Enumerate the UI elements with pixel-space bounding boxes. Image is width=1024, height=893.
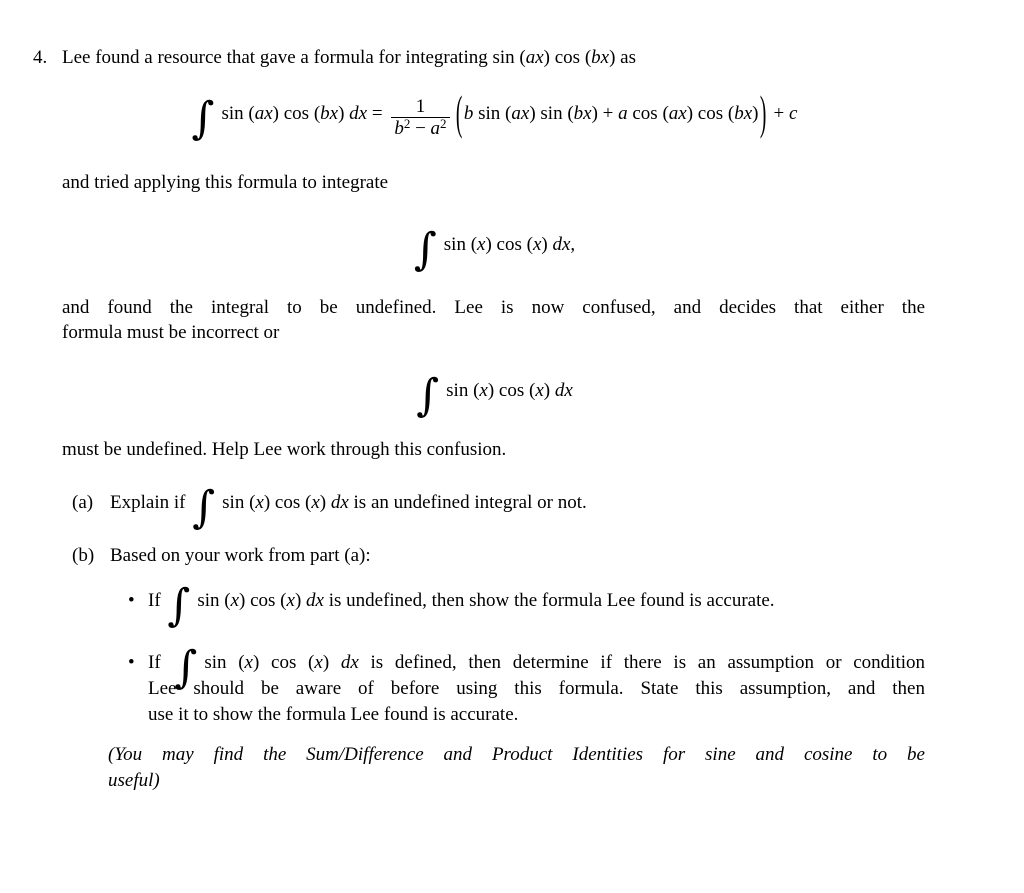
math-text: sin ( (221, 103, 255, 124)
fraction-denominator (391, 117, 449, 139)
math-variable: b (394, 118, 404, 139)
bullet-undefined-case (128, 580, 925, 631)
math-text: sin ( (473, 103, 512, 124)
math-variable: dx (552, 234, 571, 255)
display-formula-product-rule: ∫ sin (ax) cos (bx) dx = $\frac{1}{b^2 - a^2}$ ( b sin (ax) sin (bx) + a cos (ax) cos (bx) ) + c (191, 88, 798, 144)
math-text: ) (543, 380, 555, 401)
math-variable: dx (306, 590, 324, 611)
math-variable: dx (330, 492, 349, 513)
math-text: sin ( (197, 590, 231, 611)
math-text: sin ( (222, 492, 256, 513)
part-a-item (72, 482, 925, 533)
math-text: = (367, 103, 388, 124)
paragraph-undefined-line2: formula must be incorrect or (62, 322, 280, 343)
math-variable: b (463, 103, 474, 124)
math-text: ) cos ( (272, 103, 321, 124)
math-text: cos ( (627, 103, 669, 124)
math-variable: ax (254, 103, 273, 124)
math-variable: ax (511, 103, 530, 124)
superscript: 2 (403, 116, 411, 131)
problem-body (62, 45, 925, 794)
math-text: ) cos ( (263, 492, 312, 513)
problem-number: 4. (33, 47, 48, 68)
math-text: 1 (415, 96, 426, 117)
math-text: ) cos ( (487, 380, 536, 401)
bullet-defined-case (128, 642, 926, 728)
tried-line: and tried applying this formula to integrate (62, 172, 389, 193)
math-text: ) sin ( (529, 103, 574, 124)
hint-note-line2: useful) (108, 770, 160, 791)
display-formula-sincos-comma: ∫ sin (x) cos (x) dx, (413, 224, 576, 275)
math-variable: ax (668, 103, 687, 124)
math-variable: bx (320, 103, 339, 124)
problem-4 (33, 45, 925, 794)
math-text: ) cos ( (252, 652, 315, 673)
math-text: Lee found a resource that gave a formula for integrating sin ( (62, 47, 526, 68)
math-text: ) cos ( (543, 47, 592, 68)
math-variable: bx (591, 47, 610, 68)
math-text: ) (322, 652, 341, 673)
math-variable: a (430, 118, 441, 139)
math-text: ) (752, 103, 759, 124)
math-text: sin ( (204, 652, 245, 673)
math-variable: x (230, 590, 240, 611)
big-close-paren: ) (760, 88, 767, 141)
part-a-text: Explain if ∫ sin (x) cos (x) dx is an undefined integral or not. (110, 482, 587, 533)
part-b-text: Based on your work from part (a): (110, 545, 371, 566)
math-variable: bx (573, 103, 592, 124)
display-formula-sincos: ∫ sin (x) cos (x) dx (416, 370, 573, 421)
superscript: 2 (440, 116, 447, 131)
math-variable: c (789, 103, 798, 124)
math-text: ) (319, 492, 331, 513)
math-variable: bx (734, 103, 753, 124)
bullet-defined-line3: use it to show the formula Lee found is accurate. (148, 704, 519, 725)
fraction (391, 96, 449, 139)
must-be-undefined-line: must be undefined. Help Lee work through this confusion. (62, 439, 507, 460)
bullet-icon: • (128, 590, 135, 611)
math-text: + (768, 103, 790, 124)
math-text: ) cos ( (239, 590, 287, 611)
math-text: Explain if (110, 492, 191, 513)
math-variable: dx (340, 652, 359, 673)
math-text: If (148, 652, 173, 673)
math-text: is an undefined integral or not. (348, 492, 587, 513)
math-variable: dx (554, 380, 573, 401)
math-text: sin ( (443, 234, 478, 255)
hint-note-line1: (You may find the Sum/Difference and Product Identities for sine and cosine to be (108, 744, 925, 765)
math-variable: a (618, 103, 628, 124)
math-text: ) cos ( (485, 234, 533, 255)
bullet-undefined-text: If ∫ sin (x) cos (x) dx is undefined, then show the formula Lee found is accurate. (148, 580, 775, 631)
bullet-defined-line1: If ∫ sin (x) cos (x) dx is defined, then determine if there is an assumption or condition (148, 642, 926, 693)
math-variable: x (477, 234, 486, 255)
intro-line (62, 45, 925, 70)
fraction-numerator (391, 96, 449, 117)
math-text: ) + (591, 103, 619, 124)
big-open-paren: ( (455, 88, 462, 141)
part-b-item (72, 543, 925, 568)
math-variable: x (532, 234, 542, 255)
math-variable: x (255, 492, 264, 513)
math-variable: x (314, 652, 323, 673)
math-variable: x (244, 652, 253, 673)
bullet-defined-text (148, 642, 926, 728)
part-a-label: (a) (72, 492, 94, 513)
math-text: ) (541, 234, 553, 255)
math-text: If (148, 590, 166, 611)
hint-note (108, 742, 925, 794)
math-text: ) (338, 103, 350, 124)
math-text: − (410, 118, 431, 139)
math-text: ) cos ( (686, 103, 735, 124)
math-variable: x (479, 380, 488, 401)
math-text: is defined, then determine if there is an assumption or condition (358, 652, 926, 673)
bullet-icon: • (128, 652, 135, 673)
math-variable: dx (349, 103, 368, 124)
math-variable: x (311, 492, 320, 513)
math-variable: x (286, 590, 295, 611)
paragraph-undefined-line1: and found the integral to be undefined. Lee is now confused, and decides that either the (62, 297, 925, 318)
math-text: ) (294, 590, 307, 611)
math-variable: ax (525, 47, 544, 68)
math-text: sin ( (446, 380, 480, 401)
math-text: is undefined, then show the formula Lee found is accurate. (323, 590, 775, 611)
bullet-defined-line2: Lee should be aware of before using this formula. State this assumption, and then (148, 678, 925, 699)
math-text: , (570, 234, 576, 255)
part-b-label: (b) (72, 545, 95, 566)
math-text: ) as (609, 47, 636, 68)
math-variable: x (535, 380, 544, 401)
